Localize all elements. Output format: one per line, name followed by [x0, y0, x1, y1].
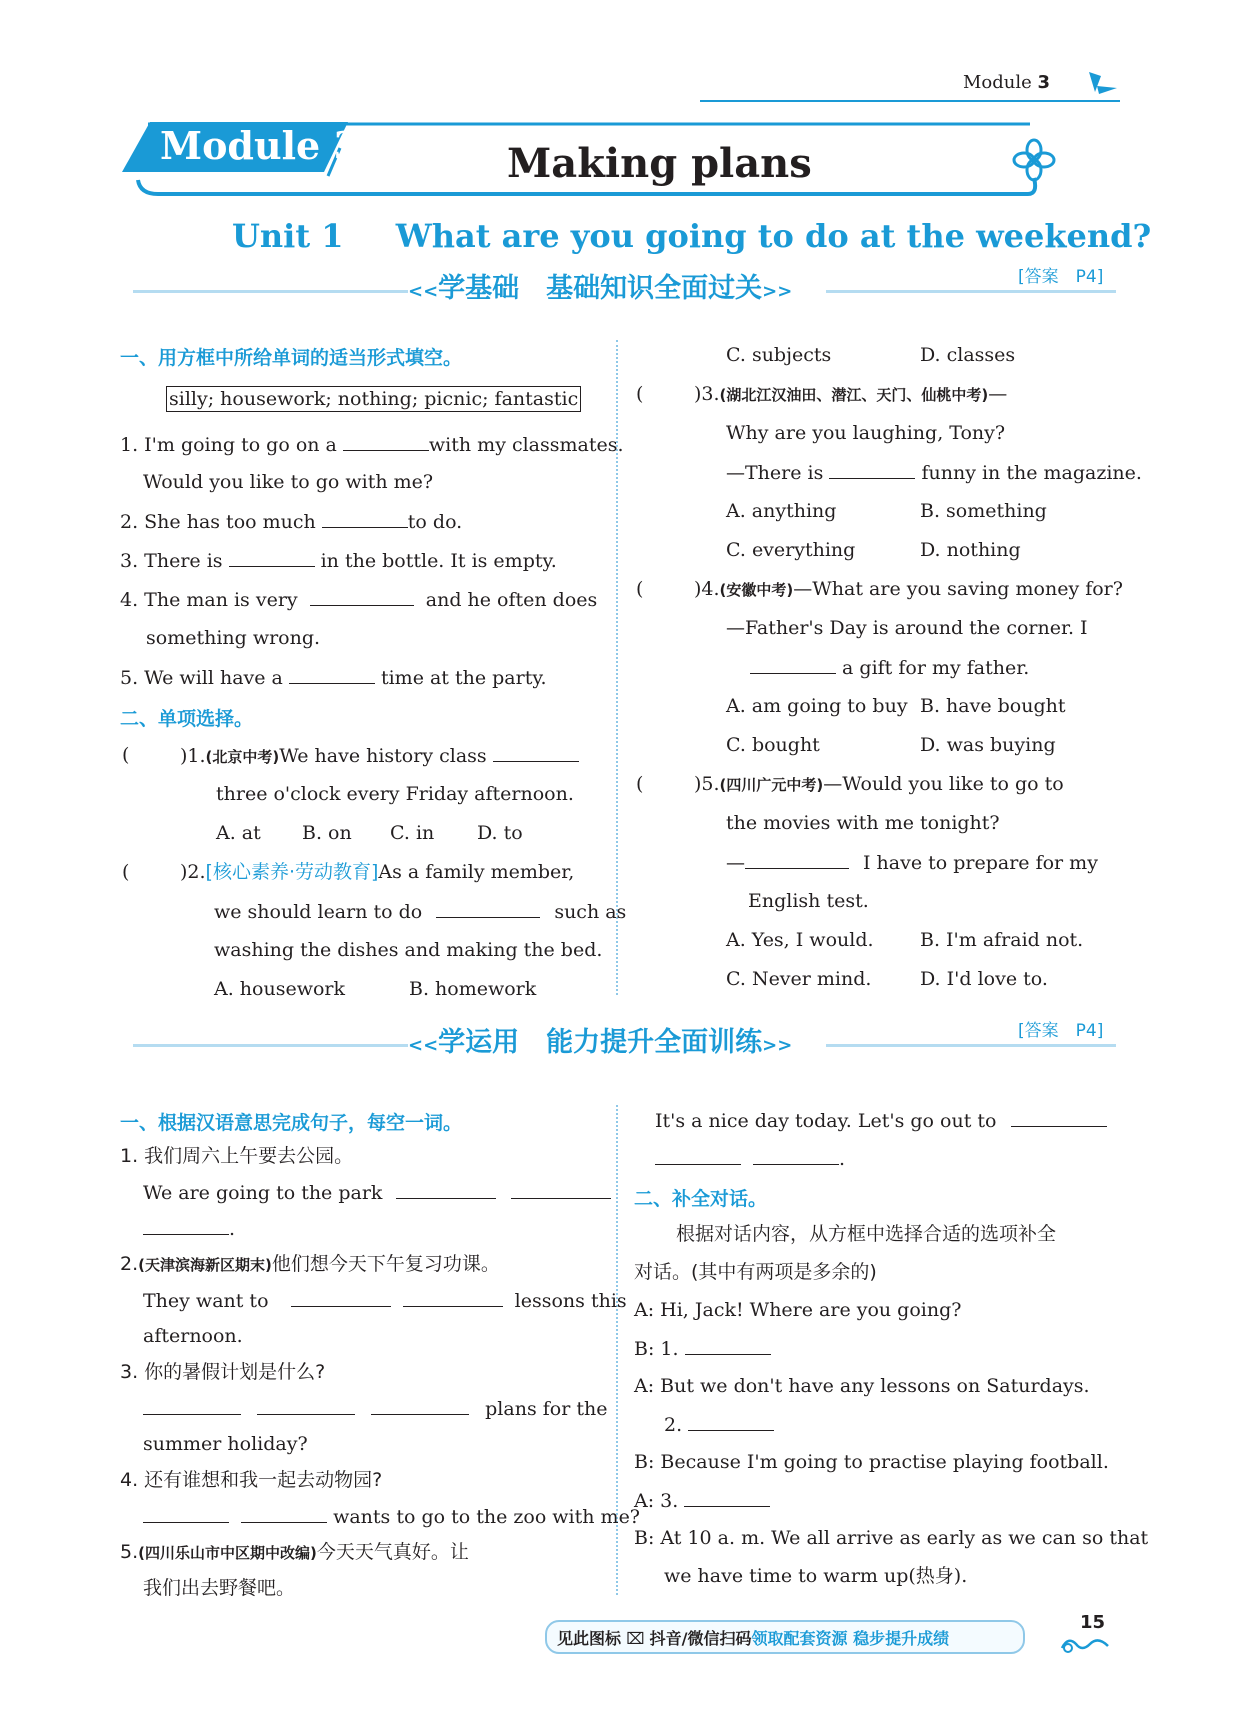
p3-q4-text: wants to go to the zoo with me? [333, 1506, 640, 1528]
p2-q3-line3 [726, 460, 1142, 485]
p3-q3-blank-3[interactable] [371, 1396, 469, 1415]
p2-q4-line2: —Father's Day is around the corner. I [726, 617, 1088, 639]
p2-q5-text: —Would you like to go to [823, 773, 1064, 795]
p3-q5-blank-3[interactable] [753, 1146, 839, 1165]
p2-q2-tag: [核心素养·劳动教育] [205, 861, 379, 883]
section-divider-left-2 [133, 1044, 408, 1047]
promo-text-a: 见此图标 [557, 1629, 622, 1648]
p1-q2-blank[interactable] [322, 509, 408, 528]
p3-q3-text-a: plans for the [485, 1398, 608, 1420]
p2-q4-text: —What are you saving money for? [793, 578, 1123, 600]
p2-q2-paren: ( [122, 861, 130, 883]
p2-q1-num: )1. [180, 745, 206, 767]
dialog-blank-3[interactable] [684, 1488, 770, 1507]
p3-q4-blank-2[interactable] [241, 1504, 327, 1523]
answer-ref-2: [答案 P4] [1018, 1021, 1104, 1041]
section-heading-1-text: 学基础 基础知识全面过关 [438, 273, 763, 304]
p1-q5-blank[interactable] [289, 665, 375, 684]
p2-q4-opt-d[interactable]: D. was buying [920, 734, 1056, 756]
p2-q3-source: (湖北江汉油田、潜江、天门、仙桃中考) [719, 386, 989, 404]
p2-q2-opt-b[interactable]: B. homework [409, 978, 537, 1000]
p2-q4-paren: ( [636, 578, 644, 600]
dialog-blank-1[interactable] [685, 1336, 771, 1355]
section-heading-2 [408, 1026, 792, 1063]
p3-q4-blank-1[interactable] [143, 1504, 229, 1523]
p2-q5-line2: the movies with me tonight? [726, 812, 1000, 834]
dialog-line-8: we have time to warm up(热身). [664, 1565, 968, 1587]
promo-text-c: 领取配套资源 稳步提升成绩 [751, 1629, 950, 1648]
p2-q2-line3: washing the dishes and making the bed. [214, 939, 603, 961]
p1-q4-line1 [120, 587, 597, 612]
p3-q3-en-line2: summer holiday? [143, 1433, 308, 1455]
p2-q2-text-b: such as [554, 901, 627, 923]
p2-q4-line3 [750, 655, 1029, 680]
p2-q1-paren: ( [122, 744, 130, 766]
p2-q2-line2 [214, 899, 626, 924]
p2-q3-blank[interactable] [829, 460, 915, 479]
p2-q2-text-a: we should learn to do [214, 901, 423, 923]
dialog-line-4 [664, 1412, 774, 1437]
p2-q5-dash: — [726, 852, 745, 874]
p2-q5-line4: English test. [748, 890, 869, 912]
p2-q1-line1 [180, 743, 579, 769]
qr-promo-banner[interactable] [545, 1620, 1025, 1654]
p1-q1-text-b: with my classmates. [428, 434, 624, 456]
unit-title: What are you going to do at the weekend? [395, 217, 1152, 255]
p2-q2-blank[interactable] [436, 899, 540, 918]
p3-q5-cn-line2: 我们出去野餐吧。 [143, 1577, 296, 1599]
p3-q2-text-a: They want to [143, 1290, 269, 1312]
p2-q3-text-b: funny in the magazine. [921, 462, 1142, 484]
dialog-line-5: B: Because I'm going to practise playing football. [634, 1451, 1109, 1473]
page-number: 15 [1080, 1612, 1106, 1633]
p1-q4-text-b: and he often does [425, 589, 598, 611]
p2-q2-opt-a[interactable]: A. housework [214, 978, 346, 1000]
header-module-label: Module [963, 72, 1032, 93]
p1-q3-text-b: in the bottle. It is empty. [320, 550, 557, 572]
promo-text-b: 抖音/微信扫码 [649, 1629, 752, 1648]
p3-q5-num: 5. [120, 1541, 139, 1563]
p3-q5-period: . [839, 1148, 846, 1170]
p2-q5-source: (四川广元中考) [719, 776, 824, 794]
p3-q5-text: It's a nice day today. Let's go out to [655, 1110, 997, 1132]
p3-q1-en [143, 1180, 611, 1205]
p2-q1-opt-b[interactable]: B. on [302, 822, 352, 844]
p3-q5-en-line2 [655, 1146, 845, 1171]
p1-q3-blank[interactable] [229, 548, 315, 567]
p2-q5-paren: ( [636, 773, 644, 795]
p2-q4-opt-b[interactable]: B. have bought [920, 695, 1066, 717]
p2-q3-opt-d[interactable]: D. nothing [920, 539, 1021, 561]
dialog-line-6 [634, 1488, 770, 1513]
p2-q3-line1 [694, 382, 1007, 407]
p3-q4-en [143, 1504, 640, 1529]
section-divider-right-2 [826, 1044, 1116, 1047]
p2-q3-line2: Why are you laughing, Tony? [726, 422, 1006, 444]
wave-ornament-icon [1058, 1630, 1118, 1656]
p2-q1-opt-a[interactable]: A. at [216, 822, 261, 844]
section-divider-right-1 [826, 290, 1116, 293]
p3-q2-source: (天津滨海新区期末) [138, 1256, 272, 1274]
p3-q5-cn [120, 1540, 469, 1565]
unit-label: Unit 1 [232, 217, 344, 255]
p2-q5-opt-d[interactable]: D. I'd love to. [920, 968, 1048, 990]
p3-q1-cn: 1. 我们周六上午要去公园。 [120, 1145, 354, 1167]
p3-q1-period: . [229, 1218, 236, 1240]
p3-q5-blank-2[interactable] [655, 1146, 741, 1165]
module-badge-text: Module 3 [160, 123, 360, 168]
p2-q2-line1 [180, 860, 574, 884]
dialog-line-7: B: At 10 a. m. We all arrive as early as we can so that [634, 1527, 1149, 1549]
p2-q5-num: )5. [694, 773, 720, 795]
p1-q1-line1 [120, 432, 624, 457]
p1-q5-line [120, 665, 547, 690]
p2-q4-text-b: a gift for my father. [842, 657, 1030, 679]
p3-q2-cn-text: 他们想今天下午复习功课。 [271, 1253, 500, 1275]
p3-q1-en-line2 [143, 1216, 235, 1241]
section-divider-left-1 [133, 290, 408, 293]
p2-q4-opt-a[interactable]: A. am going to buy [726, 695, 908, 717]
p2-q5-opt-a[interactable]: A. Yes, I would. [726, 929, 874, 951]
chevron-right-icon: >> [762, 281, 793, 302]
p2-q2-num: )2. [180, 861, 206, 883]
p2-q3-paren: ( [636, 383, 644, 405]
p2-q5-text-b: I have to prepare for my [863, 852, 1098, 874]
p3-q5-en [655, 1108, 1107, 1133]
p2-q2-opt-c[interactable]: C. subjects [726, 344, 832, 366]
p2-q1-blank[interactable] [493, 743, 579, 762]
p3-q3-en [143, 1396, 607, 1421]
unit-heading [232, 216, 1151, 256]
p3-q1-blank-2[interactable] [511, 1180, 611, 1199]
p2-q3-text-a: —There is [726, 462, 824, 484]
p2-q1-line2: three o'clock every Friday afternoon. [216, 783, 574, 805]
part4-intro-line2: 对话。(其中有两项是多余的) [634, 1261, 877, 1283]
p2-q1-source: (北京中考) [205, 748, 280, 766]
dialog-line-1: A: Hi, Jack! Where are you going? [634, 1299, 962, 1321]
header-rule [700, 100, 1120, 102]
section-heading-1 [408, 272, 792, 309]
p2-q1-opt-d[interactable]: D. to [477, 822, 523, 844]
dialog-line-3: A: But we don't have any lessons on Saturdays. [634, 1375, 1090, 1397]
dialog-line-6-text: A: 3. [634, 1490, 679, 1512]
p1-q4-line2: something wrong. [146, 627, 321, 649]
p2-q4-opt-c[interactable]: C. bought [726, 734, 820, 756]
p3-q5-cn-text: 今天天气真好。让 [316, 1541, 469, 1563]
p1-q2-text-b: to do. [407, 511, 463, 533]
p1-q5-text-b: time at the party. [380, 667, 547, 689]
scan-icon: ⌧ [626, 1629, 645, 1648]
p2-q2-opt-d[interactable]: D. classes [920, 344, 1016, 366]
p3-q4-cn: 4. 还有谁想和我一起去动物园? [120, 1469, 383, 1491]
p1-q2-line [120, 509, 462, 534]
section-heading-2-text: 学运用 能力提升全面训练 [438, 1027, 763, 1058]
part1-heading: 一、用方框中所给单词的适当形式填空。 [120, 347, 463, 369]
p1-q2-text-a: 2. She has too much [120, 511, 316, 533]
p3-q3-blank-1[interactable] [143, 1396, 241, 1415]
p2-q2-text: As a family member, [378, 861, 575, 883]
arrow-logo-icon [1085, 68, 1119, 98]
chevron-right-icon: >> [762, 1035, 793, 1056]
p1-q4-blank[interactable] [310, 587, 414, 606]
p2-q5-line1 [694, 772, 1064, 797]
knot-ornament-icon [1012, 138, 1056, 182]
p1-q4-text-a: 4. The man is very [120, 589, 298, 611]
p3-q2-en [143, 1288, 627, 1313]
dialog-line-4-text: 2. [664, 1414, 683, 1436]
chevron-left-icon: << [408, 1035, 439, 1056]
p3-q1-text: We are going to the park [143, 1182, 383, 1204]
part3-heading: 一、根据汉语意思完成句子，每空一词。 [120, 1112, 463, 1134]
p3-q1-blank-3[interactable] [143, 1216, 229, 1235]
p3-q2-blank-2[interactable] [403, 1288, 503, 1307]
p2-q4-source: (安徽中考) [719, 581, 794, 599]
p3-q3-blank-2[interactable] [257, 1396, 355, 1415]
p2-q4-line1 [694, 577, 1123, 602]
p3-q2-text-b: lessons this [514, 1290, 627, 1312]
part2-heading: 二、单项选择。 [120, 708, 254, 730]
p3-q5-blank-1[interactable] [1011, 1108, 1107, 1127]
p2-q3-opt-a[interactable]: A. anything [726, 500, 837, 522]
running-header [963, 72, 1050, 93]
word-box: silly; housework; nothing; picnic; fantastic [166, 386, 581, 412]
answer-ref-1: [答案 P4] [1018, 267, 1104, 287]
p1-q3-line [120, 548, 557, 573]
p2-q4-num: )4. [694, 578, 720, 600]
dialog-line-2-text: B: 1. [634, 1338, 679, 1360]
part4-intro-line1: 根据对话内容，从方框中选择合适的选项补全 [676, 1223, 1057, 1245]
p3-q1-blank-1[interactable] [396, 1180, 496, 1199]
p1-q3-text-a: 3. There is [120, 550, 223, 572]
p2-q5-blank[interactable] [745, 850, 849, 869]
p2-q1-opt-c[interactable]: C. in [390, 822, 435, 844]
p3-q2-cn [120, 1252, 500, 1277]
p1-q5-text-a: 5. We will have a [120, 667, 283, 689]
p3-q2-en-line2: afternoon. [143, 1325, 243, 1347]
p2-q3-num: )3. [694, 383, 720, 405]
dialog-line-2 [634, 1336, 771, 1361]
p2-q3-opt-c[interactable]: C. everything [726, 539, 856, 561]
page-title: Making plans [507, 140, 812, 187]
p3-q2-blank-1[interactable] [291, 1288, 391, 1307]
p2-q3-opt-b[interactable]: B. something [920, 500, 1047, 522]
p2-q4-blank[interactable] [750, 655, 836, 674]
chevron-left-icon: << [408, 281, 439, 302]
p3-q3-cn: 3. 你的暑假计划是什么? [120, 1361, 326, 1383]
p1-q1-blank[interactable] [343, 432, 429, 451]
p2-q5-line3 [726, 850, 1098, 875]
p2-q3-dash: — [988, 383, 1008, 405]
p1-q1-text-a: 1. I'm going to go on a [120, 434, 337, 456]
part4-heading: 二、补全对话。 [634, 1188, 768, 1210]
p2-q5-opt-c[interactable]: C. Never mind. [726, 968, 872, 990]
header-module-number: 3 [1037, 72, 1051, 93]
p2-q5-opt-b[interactable]: B. I'm afraid not. [920, 929, 1084, 951]
p2-q1-text: We have history class [279, 745, 487, 767]
p1-q1-line2: Would you like to go with me? [143, 471, 434, 493]
dialog-blank-2[interactable] [688, 1412, 774, 1431]
p3-q5-source: (四川乐山市中区期中改编) [138, 1544, 317, 1562]
p3-q2-num: 2. [120, 1253, 139, 1275]
